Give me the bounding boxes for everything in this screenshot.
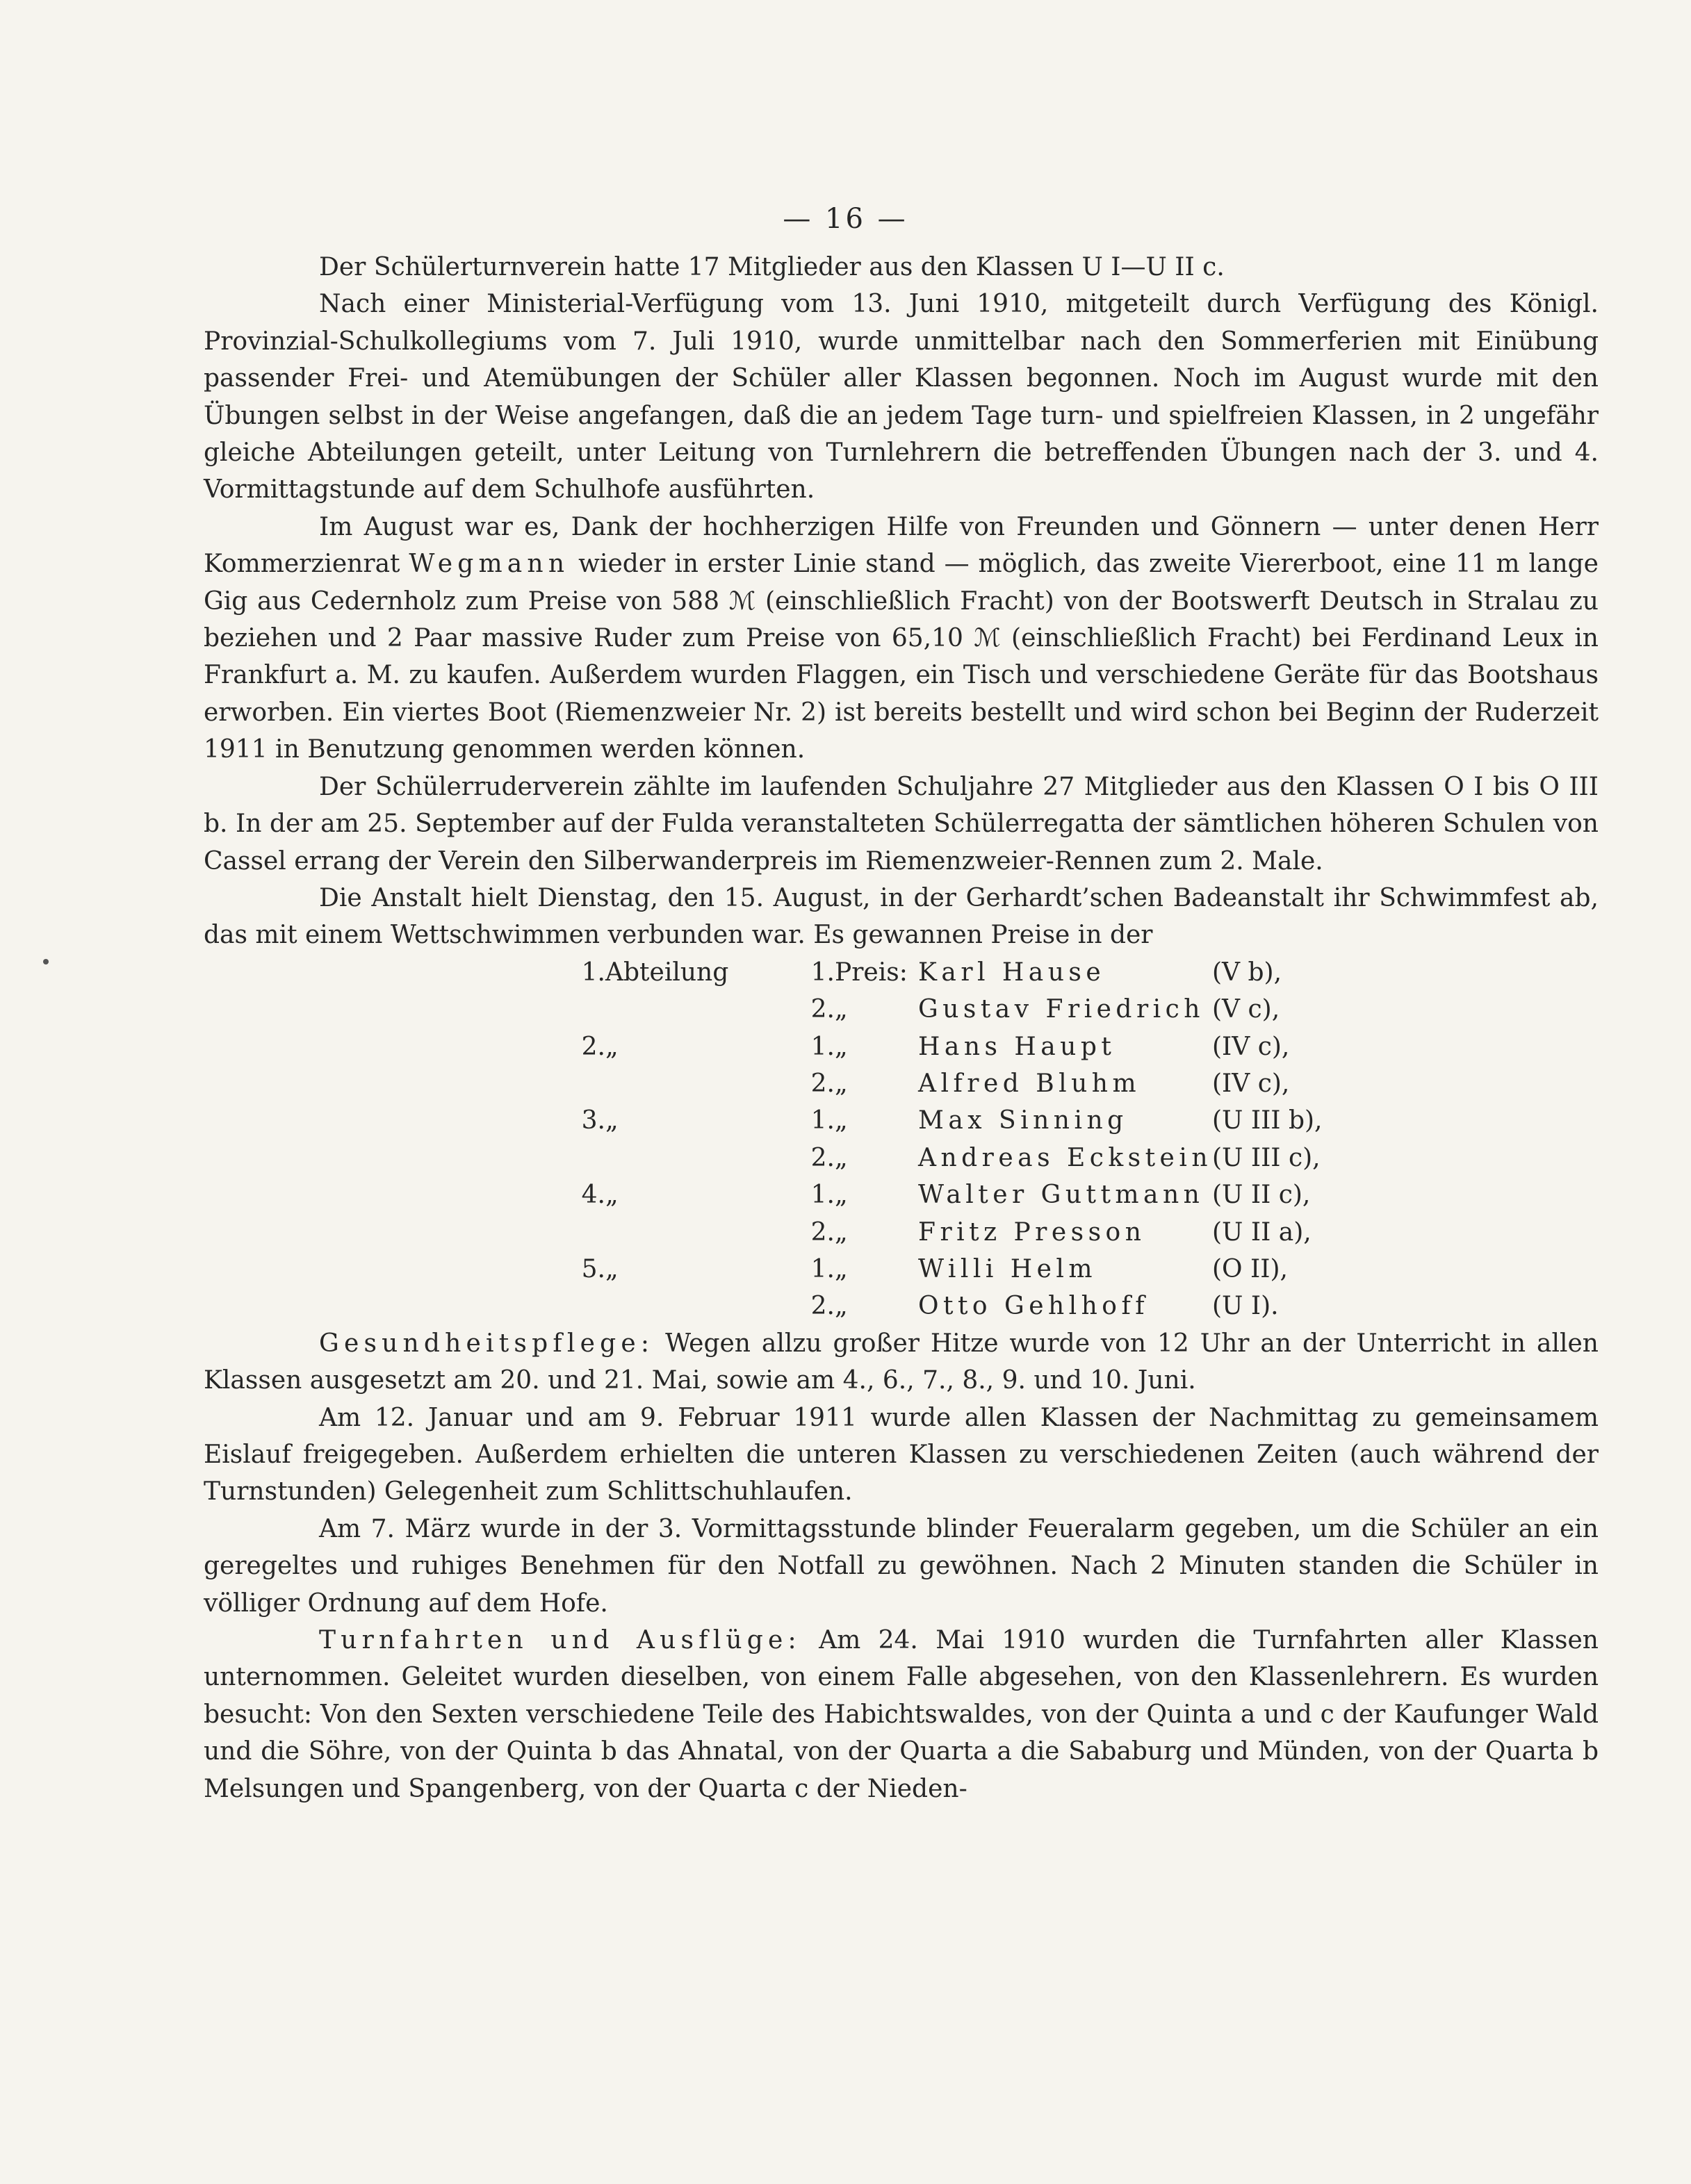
prize-abteilung-label xyxy=(605,1065,786,1102)
prize-winner-name: Hans Haupt xyxy=(918,1032,1116,1061)
prize-rank: 2. xyxy=(810,995,835,1024)
prize-winner-class: (U II c), xyxy=(1212,1181,1311,1210)
paragraph-turnfahrten xyxy=(204,1622,1599,1807)
paragraph-verfuegung: Nach einer Ministerial-Verfügung vom 13. Juni 1910, mitgeteilt durch Verfügung des Königl. Provinzial-Schulkollegiums vom 7. Juli 1910, wurde unmittelbar nach den Sommerferien mit Einübung passender Frei- und Atemübungen der Schüler aller Klassen begonnen. Noch im August wurde mit den Übungen selbst in der Weise angefangen, daß die an jedem Tage turn- und spielfreien Klassen, in 2 ungefähr gleiche Abteilungen geteilt, unter Leitung von Turnlehrern die betreffenden Übungen nach der 3. und 4. Vormittagstunde auf dem Schulhofe ausführten. xyxy=(204,290,1599,504)
prize-row xyxy=(494,1065,1322,1102)
page-body xyxy=(204,249,1599,1807)
prize-winner-name: Max Sinning xyxy=(918,1106,1128,1135)
prize-abteilung-number: 5. xyxy=(581,1254,605,1283)
gesundheitspflege-text: Wegen allzu großer Hitze wurde von 12 Uhr an der Unterricht in allen Klassen ausgesetzt am 20. und 21. Mai, sowie am 4., 6., 7., 8., 9. und 10. Juni. xyxy=(204,1329,1599,1395)
prize-abteilung-label xyxy=(605,1214,786,1251)
prize-preis-label: „ xyxy=(835,1217,848,1247)
turnfahrten-heading: Turnfahrten und Ausflüge: xyxy=(319,1626,801,1655)
prize-preis-label: Preis: xyxy=(835,958,908,987)
prize-preis-label: „ xyxy=(835,1292,848,1321)
prize-abteilung-label: „ xyxy=(605,1181,619,1210)
prize-rank: 1. xyxy=(810,1106,835,1135)
prize-winner-class: (V c), xyxy=(1212,995,1280,1024)
viererboot-text-start: Im August war es, Dank der hochherzigen Hilfe von Freunden und Gönnern — unter denen Herr Kommerzienrat xyxy=(204,512,1599,579)
prize-preis-label: „ xyxy=(835,995,848,1024)
prize-abteilung-number xyxy=(494,1065,605,1102)
prize-rank: 2. xyxy=(810,1217,835,1247)
prize-rank: 1. xyxy=(810,958,835,987)
wegmann-name: Wegmann xyxy=(409,550,570,579)
paragraph-ruderverein: Der Schülerruderverein zählte im laufenden Schuljahre 27 Mitglieder aus den Klassen O I bis O III b. In der am 25. September auf der Fulda veranstalteten Schülerregatta der sämtlichen höheren Schulen von Cassel errang der Verein den Silberwanderpreis im Riemenzweier-Rennen zum 2. Male. xyxy=(204,772,1599,876)
prize-row xyxy=(494,1140,1322,1176)
prize-winner-class: (IV c), xyxy=(1212,1032,1290,1061)
prize-winner-class: (IV c), xyxy=(1212,1069,1290,1098)
prize-preis-label: „ xyxy=(835,1032,848,1061)
prize-winner-name: Gustav Friedrich xyxy=(918,995,1204,1024)
prize-winner-name: Willi Helm xyxy=(918,1254,1097,1283)
paragraph-eislauf: Am 12. Januar und am 9. Februar 1911 wurde allen Klassen der Nachmittag zu gemeinsamem Eislauf freigegeben. Außerdem erhielten die unteren Klassen zu verschiedenen Zeiten (auch während der Turnstunden) Gelegenheit zum Schlittschuhlaufen. xyxy=(204,1403,1599,1506)
prize-winner-class: (U II a), xyxy=(1212,1217,1312,1247)
prize-preis-label: „ xyxy=(835,1181,848,1210)
prize-abteilung-number xyxy=(494,1140,605,1176)
prize-table xyxy=(494,954,1322,1325)
prize-winner-class: (O II), xyxy=(1212,1254,1288,1283)
paragraph-gesundheitspflege xyxy=(204,1325,1599,1399)
prize-preis-label: „ xyxy=(835,1106,848,1135)
gesundheitspflege-heading: Gesundheitspflege: xyxy=(319,1329,655,1358)
prize-abteilung-label: Abteilung xyxy=(605,958,729,987)
prize-abteilung-label xyxy=(605,1288,786,1324)
prize-winner-name: Andreas Eckstein xyxy=(918,1143,1213,1172)
prize-preis-label: „ xyxy=(835,1143,848,1172)
prize-row xyxy=(494,954,1322,991)
margin-speck xyxy=(43,959,49,964)
prize-rank: 2. xyxy=(810,1069,835,1098)
viererboot-text-end: wieder in erster Linie stand — möglich, das zweite Viererboot, eine 11 m lange Gig aus Cedernholz zum Preise von 588 ℳ (einschließlich Fracht) von der Bootswerft Deutsch in Stralau zu beziehen und 2 Paar massive Ruder zum Preise von 65,10 ℳ (einschließlich Fracht) bei Ferdinand Leux in Frankfurt a. M. zu kaufen. Außerdem wurden Flaggen, ein Tisch und verschiedene Geräte für das Bootshaus erworben. Ein viertes Boot (Riemenzweier Nr. 2) ist bereits bestellt und wird schon bei Beginn der Ruderzeit 1911 in Benutzung genommen werden können. xyxy=(204,550,1599,764)
paragraph-feueralarm: Am 7. März wurde in der 3. Vormittagsstunde blinder Feueralarm gegeben, um die Schüler an ein geregeltes und ruhiges Benehmen für den Notfall zu gewöhnen. Nach 2 Minuten standen die Schüler in völliger Ordnung auf dem Hofe. xyxy=(204,1514,1599,1618)
prize-abteilung-label xyxy=(605,991,786,1028)
paragraph-schwimmfest: Die Anstalt hielt Dienstag, den 15. August, in der Gerhardt’schen Badeanstalt ihr Schwimmfest ab, das mit einem Wettschwimmen verbunden war. Es gewannen Preise in der xyxy=(204,883,1599,950)
prize-abteilung-number xyxy=(494,1288,605,1324)
prize-row xyxy=(494,1102,1322,1139)
turnfahrten-text: Am 24. Mai 1910 wurden die Turnfahrten aller Klassen unternommen. Geleitet wurden dieselben, von einem Falle abgesehen, von den Klassenlehrern. Es wurden besucht: Von den Sexten verschiedene Teile des Habichtswaldes, von der Quinta a und c der Kaufunger Wald und die Söhre, von der Quinta b das Ahnatal, von der Quarta a die Sababurg und Münden, von der Quarta b Melsungen und Spangenberg, von der Quarta c der Nieden- xyxy=(204,1626,1599,1803)
prize-abteilung-label: „ xyxy=(605,1032,619,1061)
prize-row xyxy=(494,1251,1322,1288)
prize-row xyxy=(494,1288,1322,1324)
paragraph-turnverein: Der Schülerturnverein hatte 17 Mitglieder aus den Klassen U I—U II c. xyxy=(319,253,1225,281)
prize-winner-class: (U I). xyxy=(1212,1292,1279,1321)
prize-rank: 1. xyxy=(810,1181,835,1210)
prize-winner-name: Karl Hause xyxy=(918,958,1106,987)
prize-rank: 2. xyxy=(810,1143,835,1172)
prize-row xyxy=(494,1176,1322,1213)
prize-row xyxy=(494,1214,1322,1251)
prize-abteilung-number: 2. xyxy=(581,1032,605,1061)
prize-abteilung-label: „ xyxy=(605,1254,619,1283)
prize-abteilung-number xyxy=(494,1214,605,1251)
prize-winner-name: Alfred Bluhm xyxy=(918,1069,1141,1098)
prize-rank: 1. xyxy=(810,1254,835,1283)
prize-winner-class: (U III c), xyxy=(1212,1143,1321,1172)
prize-abteilung-label: „ xyxy=(605,1106,619,1135)
prize-abteilung-number: 3. xyxy=(581,1106,605,1135)
prize-winner-name: Walter Guttmann xyxy=(918,1181,1204,1210)
prize-winner-class: (V b), xyxy=(1212,958,1282,987)
prize-rank: 1. xyxy=(810,1032,835,1061)
prize-abteilung-number: 4. xyxy=(581,1181,605,1210)
prize-preis-label: „ xyxy=(835,1254,848,1283)
prize-row xyxy=(494,991,1322,1028)
prize-winner-name: Fritz Presson xyxy=(918,1217,1146,1247)
prize-winner-class: (U III b), xyxy=(1212,1106,1323,1135)
prize-rank: 2. xyxy=(810,1292,835,1321)
prize-abteilung-number: 1. xyxy=(581,958,605,987)
prize-abteilung-label xyxy=(605,1140,786,1176)
prize-abteilung-number xyxy=(494,991,605,1028)
page-number: — 16 — xyxy=(783,203,908,235)
prize-winner-name: Otto Gehlhoff xyxy=(918,1292,1150,1321)
prize-preis-label: „ xyxy=(835,1069,848,1098)
prize-row xyxy=(494,1028,1322,1065)
paragraph-viererboot xyxy=(204,509,1599,769)
